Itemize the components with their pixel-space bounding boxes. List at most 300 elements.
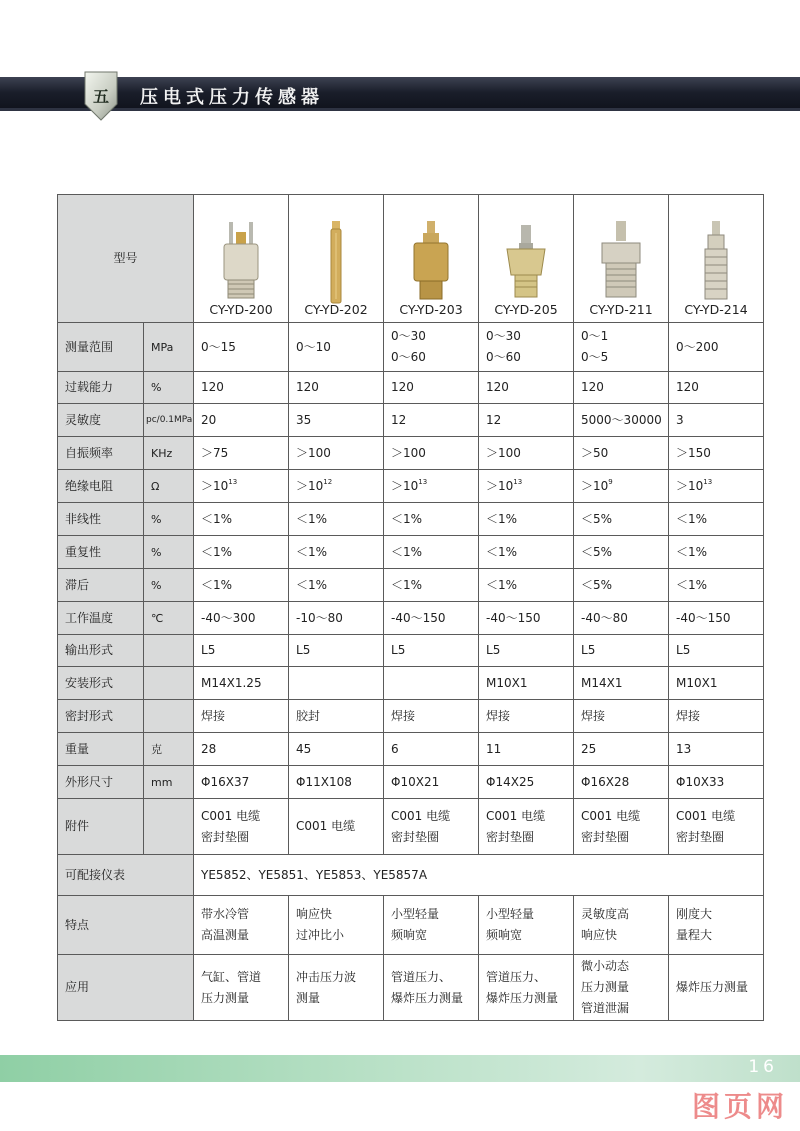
cell-text: 刚度大 [676,907,713,921]
cell-text: ＜1% [201,544,233,559]
spec-row [58,799,764,855]
spec-row [58,602,764,635]
cell-text: ＞10 [581,478,609,493]
exponent: 13 [418,477,428,486]
cell-text: 28 [201,741,217,756]
value-cell [384,404,479,437]
cell-text: ＞100 [296,445,331,460]
sensor-thin-probe-icon [289,219,383,305]
spec-row [58,766,764,799]
value-cell [384,536,479,569]
value-cell [479,569,574,602]
row-label: 滞后 [58,569,144,602]
cell-text: 120 [581,380,604,394]
row-label: 附件 [58,799,144,855]
model-cell [289,195,384,323]
value-cell [669,470,764,503]
model-cell [574,195,669,323]
sensor-hex-thread-icon [574,219,668,305]
cell-text: ＞10 [676,478,704,493]
value-cell [574,700,669,733]
cell-text: 120 [486,380,509,394]
row-label: 特点 [58,896,194,955]
cell-text: 密封垫圈 [676,829,725,844]
spec-row [58,437,764,470]
cell-text: 12 [391,412,407,427]
section-number: 五 [92,87,109,106]
exponent: 13 [703,477,713,486]
value-cell [289,536,384,569]
cell-text: ＜1% [486,577,518,592]
cell-text: 焊接 [486,708,511,723]
cell-text: ＜5% [581,511,613,526]
cell-text: 0～60 [486,350,521,364]
cell-text: -40～300 [201,610,256,625]
row-unit [144,667,194,700]
cell-text: 0～1 [581,329,609,343]
cell-text: ＜1% [676,511,708,526]
row-label: 密封形式 [58,700,144,733]
cell-text: M14X1 [581,675,623,690]
cell-text: 11 [486,741,502,756]
row-unit: mm [144,766,194,799]
spec-row [58,536,764,569]
value-cell [289,602,384,635]
row-label: 自振频率 [58,437,144,470]
value-cell [574,667,669,700]
cell-text: M10X1 [676,675,718,690]
value-cell [289,766,384,799]
row-unit [144,700,194,733]
section-title: 压电式压力传感器 [140,87,324,108]
instrument-label: 可配接仪表 [58,855,194,896]
cell-text: ＞75 [201,445,229,460]
model-label: 型号 [58,195,194,323]
value-cell [479,323,574,372]
cell-text: 12 [486,412,502,427]
cell-text: 120 [296,380,319,394]
value-cell [384,372,479,404]
cell-text: 焊接 [581,708,606,723]
row-label: 重量 [58,733,144,766]
value-cell [194,799,289,855]
value-cell [384,635,479,667]
value-cell [289,372,384,404]
row-label: 安装形式 [58,667,144,700]
value-cell [574,955,669,1021]
model-cell [194,195,289,323]
cell-text: L5 [581,643,596,657]
value-cell [479,733,574,766]
cell-text: ＜1% [676,577,708,592]
exponent: 9 [608,477,613,486]
value-cell [194,404,289,437]
cell-text: 3 [676,412,684,427]
row-label: 工作温度 [58,602,144,635]
value-cell [669,766,764,799]
cell-text: 密封垫圈 [486,829,535,844]
cell-text: 密封垫圈 [581,829,630,844]
cell-text: ＜1% [486,544,518,559]
value-cell [194,569,289,602]
sensor-twin-pin-icon [194,220,288,304]
cell-text: C001 电缆 [581,808,641,823]
cell-text: C001 电缆 [391,808,451,823]
row-unit: MPa [144,323,194,372]
model-cell [669,195,764,323]
cell-text: Φ10X21 [391,774,440,789]
cell-text: 微小动态 [581,959,630,973]
value-cell [574,536,669,569]
cell-text: 小型轻量 [391,907,440,921]
exponent: 12 [323,477,333,486]
cell-text: 压力测量 [201,990,250,1005]
value-cell [194,323,289,372]
value-cell [479,667,574,700]
value-cell [669,955,764,1021]
cell-text: 过冲比小 [296,928,345,942]
cell-text: 量程大 [676,928,713,942]
value-cell [194,437,289,470]
value-cell [384,437,479,470]
value-cell [194,602,289,635]
value-cell [479,536,574,569]
row-label: 非线性 [58,503,144,536]
value-cell [574,372,669,404]
watermark: 图页网 [691,1090,788,1123]
model-name: CY-YD-211 [589,302,653,317]
value-cell [289,323,384,372]
cell-text: ＜1% [486,511,518,526]
value-cell [669,799,764,855]
cell-text: -40～150 [486,610,541,625]
value-cell [289,700,384,733]
value-cell [669,700,764,733]
spec-row [58,503,764,536]
instrument-value: YE5852、YE5851、YE5853、YE5857A [194,855,764,896]
cell-text: 冲击压力波 [296,969,357,984]
value-cell [669,437,764,470]
row-label: 测量范围 [58,323,144,372]
row-unit: pc/0.1MPa [144,404,194,437]
row-unit: % [144,503,194,536]
value-cell [479,372,574,404]
sensor-hex-body-icon [384,219,478,305]
cell-text: ＞10 [391,478,419,493]
cell-text: Φ16X28 [581,774,630,789]
value-cell [479,602,574,635]
row-unit [144,799,194,855]
model-name: CY-YD-203 [399,302,463,317]
row-unit: % [144,372,194,404]
exponent: 13 [513,477,523,486]
spec-row [58,569,764,602]
value-cell [669,323,764,372]
row-unit: Ω [144,470,194,503]
value-cell [289,635,384,667]
model-name: CY-YD-205 [494,302,558,317]
row-unit [144,635,194,667]
model-name: CY-YD-202 [304,302,368,317]
cell-text: 管道压力、 [391,969,452,984]
spec-row [58,667,764,700]
cell-text: L5 [296,643,311,657]
value-cell [669,635,764,667]
row-label: 灵敏度 [58,404,144,437]
value-cell [669,667,764,700]
value-cell [384,569,479,602]
cell-text: M10X1 [486,675,528,690]
cell-text: 0～15 [201,339,236,354]
spec-row [58,323,764,372]
value-cell [479,799,574,855]
exponent: 13 [228,477,238,486]
value-cell [194,896,289,955]
section-badge [82,70,120,122]
model-name: CY-YD-214 [684,302,748,317]
cell-text: 爆炸压力测量 [676,980,749,994]
cell-text: L5 [676,643,691,657]
cell-text: 焊接 [676,708,701,723]
cell-text: 120 [391,380,414,394]
value-cell [669,404,764,437]
cell-text: 测量 [296,990,321,1005]
cell-text: 120 [676,380,699,394]
value-cell [574,569,669,602]
cell-text: C001 电缆 [676,808,736,823]
value-cell [669,503,764,536]
sensor-hex-small-icon [479,219,573,305]
cell-text: ＞100 [391,445,426,460]
cell-text: 0～60 [391,350,426,364]
cell-text: 响应快 [296,907,333,921]
spec-row [58,733,764,766]
sensor-threaded-icon [669,219,763,305]
value-cell [669,602,764,635]
cell-text: Φ10X33 [676,774,725,789]
cell-text: C001 电缆 [296,819,356,833]
value-cell [289,404,384,437]
cell-text: ＜1% [201,511,233,526]
cell-text: 胶封 [296,708,321,723]
value-cell [384,766,479,799]
cell-text: 气缸、管道 [201,969,262,984]
page-number: 16 [748,1057,778,1077]
cell-text: 带水冷管 [201,907,250,921]
value-cell [669,372,764,404]
cell-text: -40～80 [581,610,628,625]
value-cell [479,700,574,733]
value-cell [384,323,479,372]
cell-text: 焊接 [201,708,226,723]
value-cell [289,799,384,855]
value-cell [479,955,574,1021]
cell-text: Φ14X25 [486,774,535,789]
row-unit: KHz [144,437,194,470]
value-cell [384,470,479,503]
value-cell [479,404,574,437]
spec-row [58,372,764,404]
cell-text: ＜1% [391,544,423,559]
cell-text: 5000～30000 [581,412,662,427]
value-cell [574,602,669,635]
cell-text: 爆炸压力测量 [391,990,464,1005]
row-unit: 克 [144,733,194,766]
cell-text: 高温测量 [201,928,250,942]
value-cell [194,700,289,733]
feature-row [58,896,764,955]
feature-row [58,955,764,1021]
cell-text: 焊接 [391,708,416,723]
value-cell [384,700,479,733]
cell-text: 管道泄漏 [581,1001,630,1015]
cell-text: L5 [486,643,501,657]
cell-text: 压力测量 [581,980,630,994]
row-unit: ℃ [144,602,194,635]
value-cell [194,372,289,404]
cell-text: Φ16X37 [201,774,250,789]
cell-text: ＜5% [581,544,613,559]
value-cell [384,896,479,955]
value-cell [384,602,479,635]
row-unit: % [144,569,194,602]
cell-text: Φ11X108 [296,774,352,789]
value-cell [194,766,289,799]
value-cell [479,503,574,536]
cell-text: 灵敏度高 [581,907,630,921]
value-cell [289,503,384,536]
value-cell [289,955,384,1021]
cell-text: 25 [581,741,597,756]
cell-text: 响应快 [581,928,618,942]
cell-text: ＜1% [391,577,423,592]
value-cell [194,635,289,667]
value-cell [669,536,764,569]
value-cell [574,437,669,470]
cell-text: ＜1% [391,511,423,526]
value-cell [289,437,384,470]
row-label: 输出形式 [58,635,144,667]
value-cell [194,536,289,569]
cell-text: 0～30 [486,329,521,343]
cell-text: 45 [296,741,312,756]
cell-text: 120 [201,380,224,394]
row-label: 外形尺寸 [58,766,144,799]
spec-row [58,635,764,667]
cell-text: 爆炸压力测量 [486,990,559,1005]
spec-row [58,470,764,503]
value-cell [574,733,669,766]
row-label: 过载能力 [58,372,144,404]
value-cell [289,667,384,700]
spec-row [58,700,764,733]
cell-text: -40～150 [391,610,446,625]
cell-text: M14X1.25 [201,675,262,690]
cell-text: 管道压力、 [486,969,547,984]
value-cell [289,470,384,503]
value-cell [669,569,764,602]
value-cell [289,569,384,602]
value-cell [479,896,574,955]
cell-text: -40～150 [676,610,731,625]
value-cell [479,470,574,503]
cell-text: 频响宽 [486,928,523,942]
cell-text: ＞100 [486,445,521,460]
spec-table [57,194,764,1021]
value-cell [574,323,669,372]
value-cell [384,733,479,766]
value-cell [574,503,669,536]
cell-text: 0～10 [296,339,331,354]
cell-text: ＞10 [201,478,229,493]
value-cell [384,799,479,855]
model-name: CY-YD-200 [209,302,273,317]
value-cell [479,766,574,799]
value-cell [289,733,384,766]
cell-text: ＜5% [581,577,613,592]
cell-text: 密封垫圈 [391,829,440,844]
value-cell [669,733,764,766]
cell-text: L5 [391,643,406,657]
row-label: 绝缘电阻 [58,470,144,503]
cell-text: 0～200 [676,339,719,354]
value-cell [479,635,574,667]
value-cell [574,635,669,667]
cell-text: 频响宽 [391,928,428,942]
value-cell [479,437,574,470]
cell-text: 6 [391,741,399,756]
value-cell [384,667,479,700]
cell-text: ＞50 [581,445,609,460]
cell-text: ＜1% [296,577,328,592]
value-cell [194,667,289,700]
value-cell [384,955,479,1021]
row-label: 应用 [58,955,194,1021]
cell-text: ＞10 [296,478,324,493]
header-band [0,77,800,111]
value-cell [574,470,669,503]
model-cell [384,195,479,323]
value-cell [194,733,289,766]
cell-text: 密封垫圈 [201,829,250,844]
cell-text: 13 [676,741,692,756]
value-cell [194,503,289,536]
value-cell [574,896,669,955]
value-cell [574,799,669,855]
cell-text: 0～5 [581,350,609,364]
cell-text: 小型轻量 [486,907,535,921]
cell-text: 20 [201,412,217,427]
value-cell [574,766,669,799]
cell-text: 0～30 [391,329,426,343]
model-cell [479,195,574,323]
cell-text: ＞10 [486,478,514,493]
cell-text: ＜1% [676,544,708,559]
value-cell [194,955,289,1021]
row-label: 重复性 [58,536,144,569]
cell-text: ＜1% [296,511,328,526]
value-cell [289,896,384,955]
row-unit: % [144,536,194,569]
value-cell [384,503,479,536]
cell-text: ＞150 [676,445,711,460]
cell-text: C001 电缆 [486,808,546,823]
value-cell [669,896,764,955]
cell-text: L5 [201,643,216,657]
spec-row [58,404,764,437]
model-row [58,195,764,323]
cell-text: ＜1% [296,544,328,559]
